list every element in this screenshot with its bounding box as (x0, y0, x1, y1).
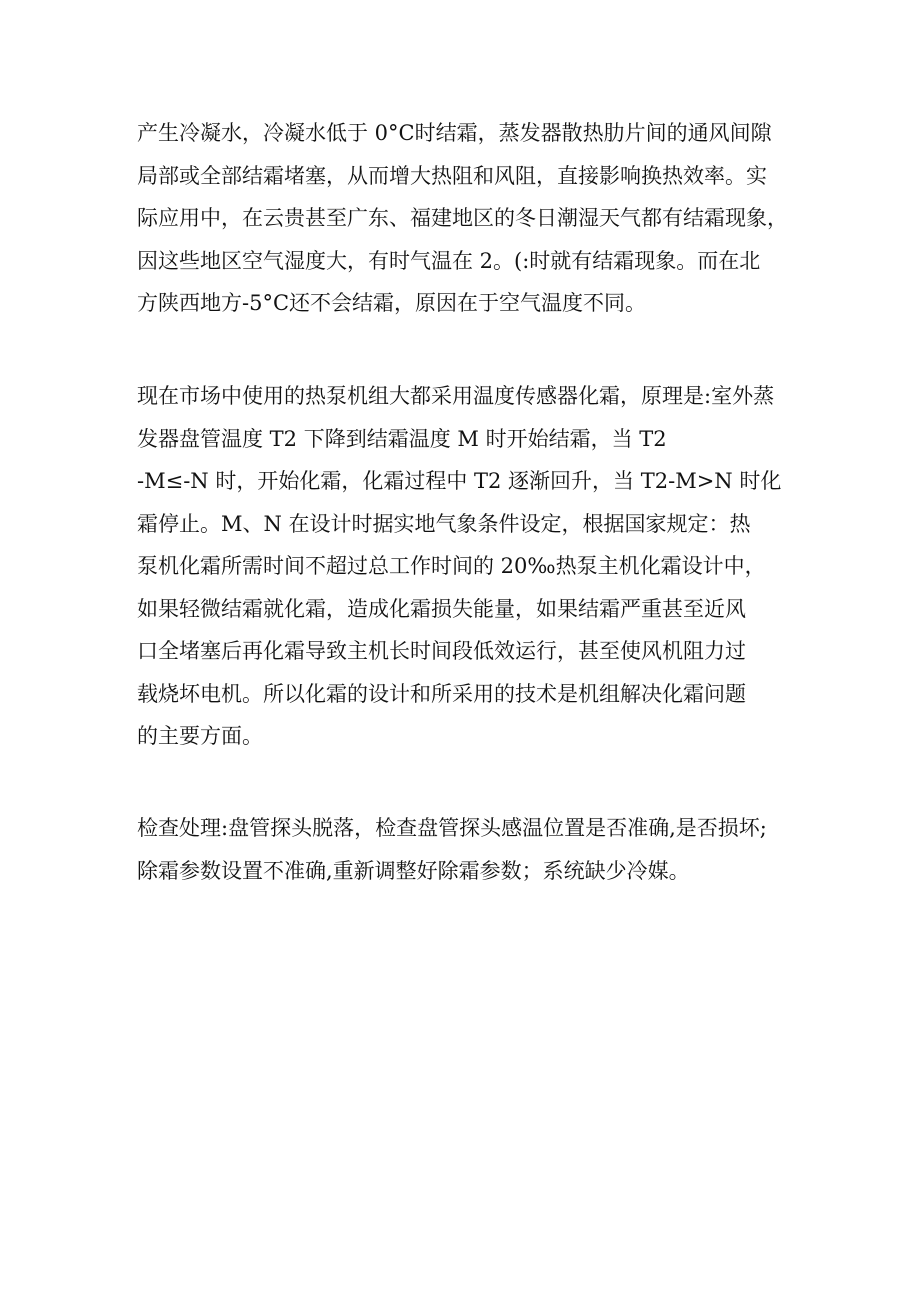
text-line: 产生冷凝水，冷凝水低于 0°C时结霜，蒸发器散热肋片间的通风间隙 (137, 121, 772, 145)
text-line: 泵机化霜所需时间不超过总工作时间的 20‰热泵主机化霜设计中， (137, 554, 766, 578)
text-line: 局部或全部结霜堵塞，从而增大热阻和风阻，直接影响换热效率。实 (137, 163, 767, 188)
text-line: 载烧坏电机。所以化霜的设计和所采用的技术是机组解决化霜问题 (137, 681, 746, 706)
text-line: 际应用中，在云贵甚至广东、福建地区的冬日潮湿天气都有结霜现象， (137, 206, 788, 230)
text-line: 除霜参数设置不准确,重新调整好除霜参数；系统缺少冷媒。 (137, 858, 690, 883)
text-line: 因这些地区空气湿度大，有时气温在 2。(:时就有结霜现象。而在北 (137, 248, 761, 273)
text-line: 霜停止。M、N 在设计时据实地气象条件设定，根据国家规定：热 (137, 511, 751, 536)
text-line: -M≤-N 时，开始化霜，化霜过程中 T2 逐渐回升，当 T2-M>N 时化 (137, 469, 782, 493)
paragraph-frost-formation (137, 112, 797, 325)
text-line: 检查处理:盘管探头脱落，检查盘管探头感温位置是否准确,是否损坏; (137, 816, 767, 840)
text-line: 如果轻微结霜就化霜，造成化霜损失能量，如果结霜严重甚至近风 (137, 596, 746, 621)
text-line: 发器盘管温度 T2 下降到结霜温度 M 时开始结霜，当 T2 (137, 426, 667, 451)
text-line: 方陕西地方-5°C还不会结霜，原因在于空气温度不同。 (137, 291, 647, 315)
text-line: 的主要方面。 (137, 724, 263, 748)
paragraph-defrost-principle (137, 375, 797, 758)
paragraph-troubleshooting (137, 807, 797, 892)
text-line: 口全堵塞后再化霜导致主机长时间段低效运行，甚至使风机阻力过 (137, 639, 746, 663)
text-line: 现在市场中使用的热泵机组大都采用温度传感器化霜，原理是:室外蒸 (137, 384, 775, 408)
